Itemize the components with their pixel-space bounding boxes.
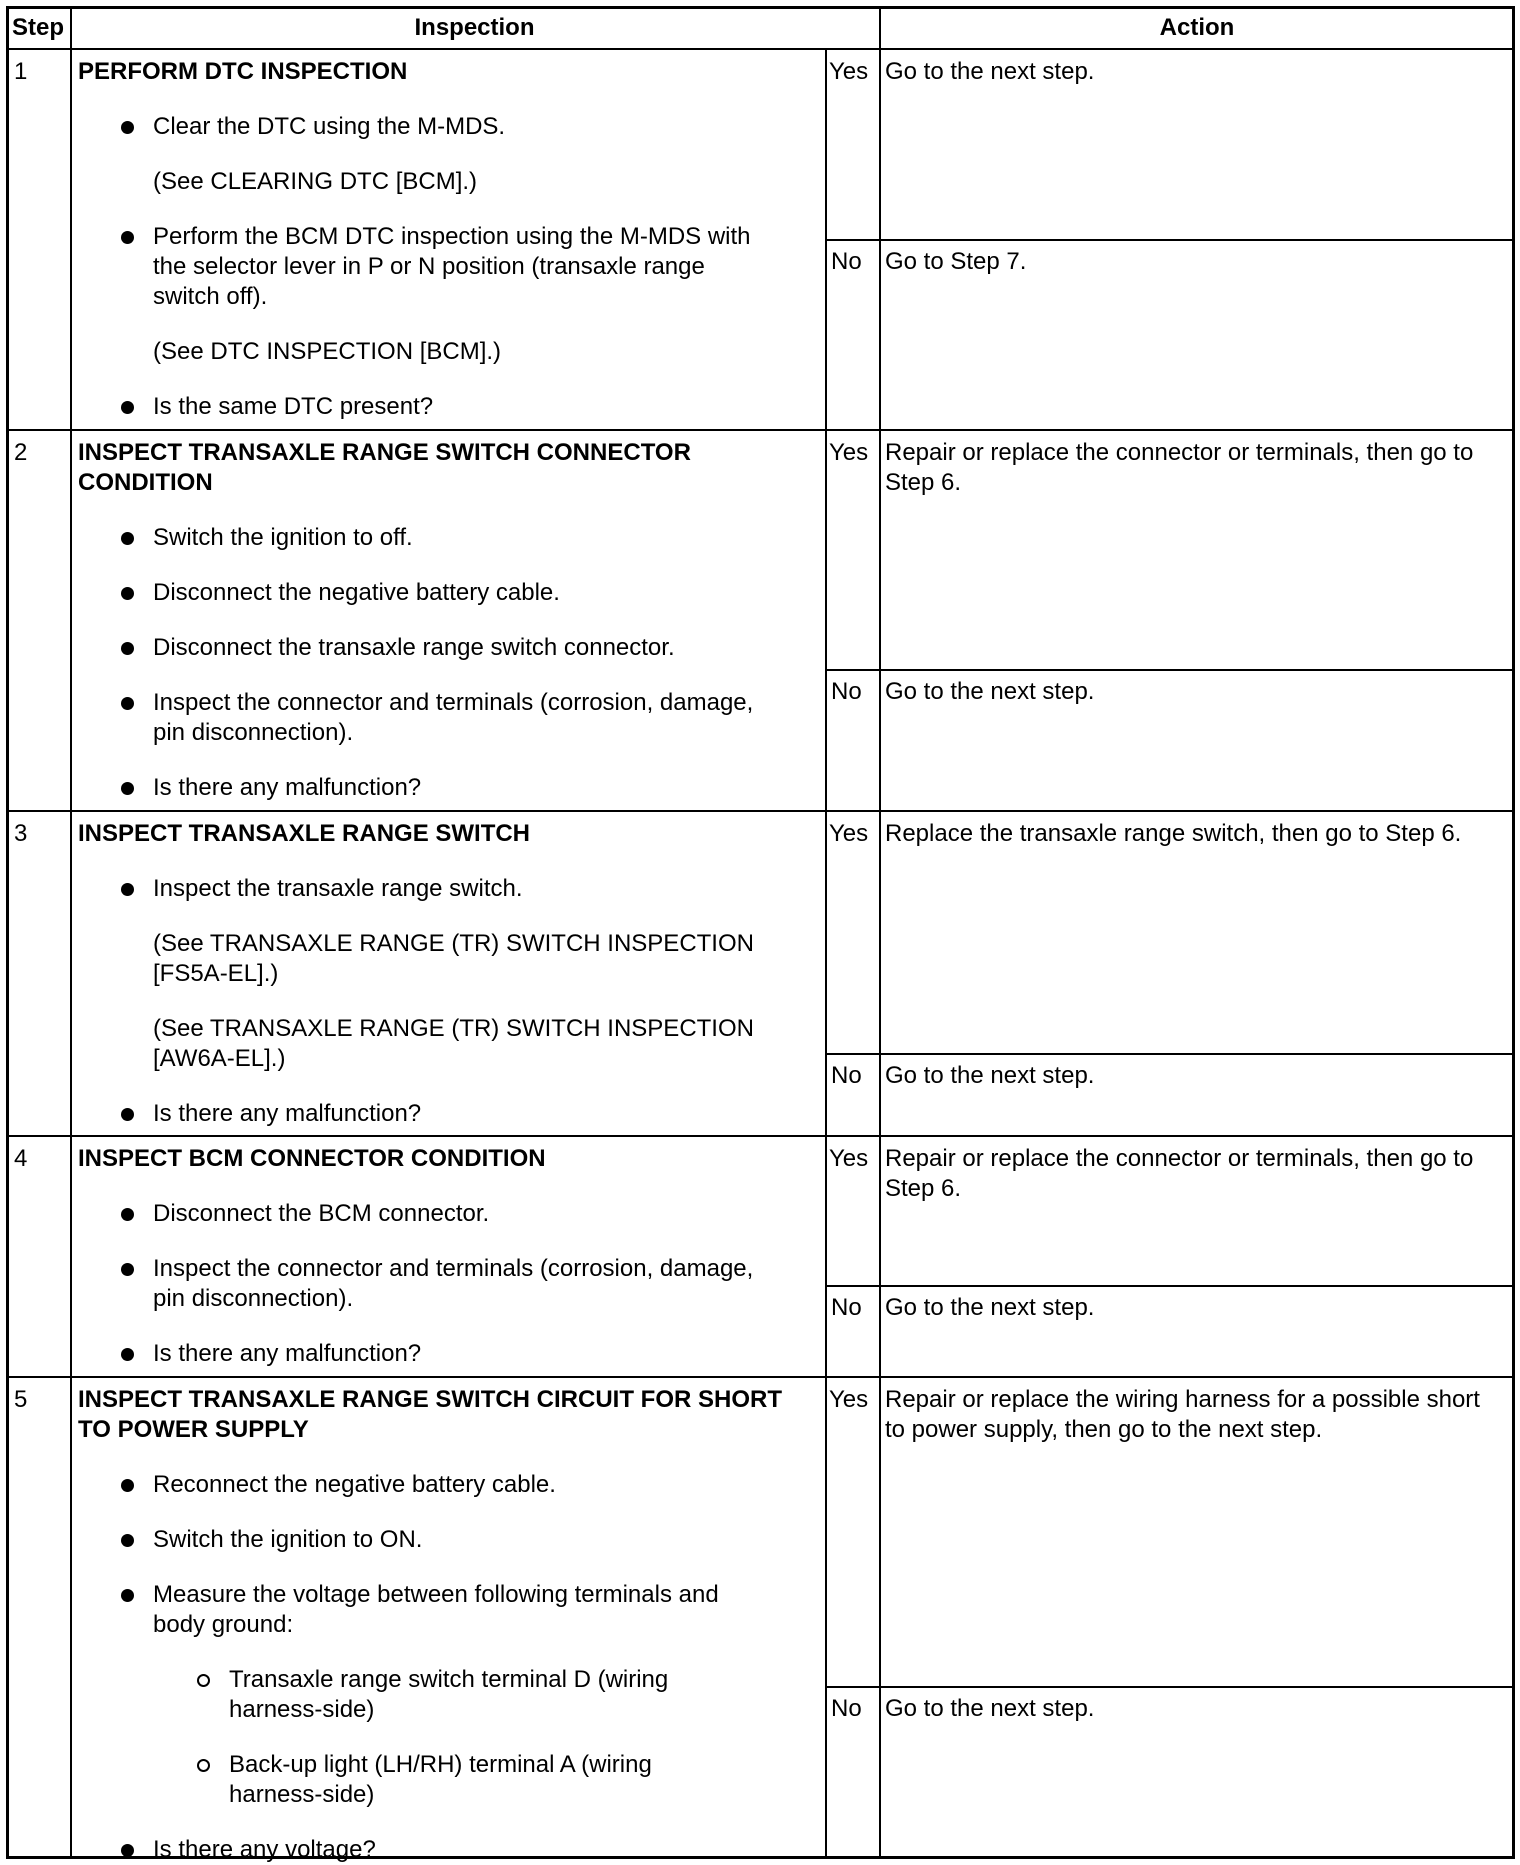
reference-note: (See DTC INSPECTION [BCM].) [153,338,502,365]
bullet-text: Is there any malfunction? [153,774,422,801]
bullet-text: Disconnect the negative battery cable. [153,579,560,606]
column-divider-action [879,6,881,1856]
bullet-icon [121,782,134,795]
yes-no-divider [825,1285,1512,1287]
row-divider [6,810,1515,812]
bullet-text: Switch the ignition to off. [153,524,413,551]
no-action-text: Go to the next step. [885,678,1095,705]
bullet-text: Is there any malfunction? [153,1100,422,1127]
reference-note: (See TRANSAXLE RANGE (TR) SWITCH INSPECTION [153,1015,754,1042]
bullet-icon [121,697,134,710]
sub-item-text: harness-side) [229,1696,375,1723]
yes-label: Yes [829,439,869,466]
step-title: INSPECT TRANSAXLE RANGE SWITCH [78,820,531,847]
bullet-text: Clear the DTC using the M-MDS. [153,113,506,140]
column-divider-yesno [825,810,827,1135]
bullet-icon [121,883,134,896]
sub-item-text: harness-side) [229,1781,375,1808]
bullet-text: switch off). [153,283,268,310]
yes-label: Yes [829,58,869,85]
bullet-icon [121,1208,134,1221]
bullet-icon [121,1844,134,1857]
bullet-icon [121,231,134,244]
sub-item-text: Transaxle range switch terminal D (wiring [229,1666,669,1693]
reference-note: (See CLEARING DTC [BCM].) [153,168,478,195]
yes-no-divider [825,1686,1512,1688]
bullet-text: Switch the ignition to ON. [153,1526,423,1553]
step-number: 5 [14,1386,28,1413]
yes-no-divider [825,1053,1512,1055]
yes-label: Yes [829,1386,869,1413]
step-number: 3 [14,820,28,847]
bullet-icon [121,401,134,414]
no-label: No [831,1294,862,1321]
bullet-icon [121,1479,134,1492]
row-divider [6,429,1515,431]
column-divider-yesno [825,1135,827,1376]
header-action: Action [1159,14,1235,41]
bullet-text: pin disconnection). [153,1285,354,1312]
yes-action-text: Repair or replace the wiring harness for a possible short [885,1386,1480,1413]
bullet-icon [121,642,134,655]
table-border-left [6,6,9,1859]
yes-action-text: Replace the transaxle range switch, then go to Step 6. [885,820,1462,847]
bullet-text: Reconnect the negative battery cable. [153,1471,556,1498]
bullet-text: Inspect the connector and terminals (corrosion, damage, [153,1255,754,1282]
bullet-icon [121,1108,134,1121]
no-action-text: Go to the next step. [885,1062,1095,1089]
yes-no-divider [825,669,1512,671]
bullet-icon [121,532,134,545]
bullet-icon [121,587,134,600]
step-number: 4 [14,1145,28,1172]
reference-note: (See TRANSAXLE RANGE (TR) SWITCH INSPECTION [153,930,754,957]
bullet-text: Perform the BCM DTC inspection using the M-MDS with [153,223,751,250]
table-border-right [1512,6,1515,1859]
bullet-text: Disconnect the BCM connector. [153,1200,490,1227]
no-label: No [831,678,862,705]
bullet-text: body ground: [153,1611,294,1638]
row-divider [6,1135,1515,1137]
sub-bullet-icon [197,1674,210,1687]
bullet-text: the selector lever in P or N position (transaxle range [153,253,705,280]
no-action-text: Go to Step 7. [885,248,1027,275]
step-title: INSPECT BCM CONNECTOR CONDITION [78,1145,546,1172]
bullet-icon [121,121,134,134]
step-number: 1 [14,58,28,85]
yes-action-text: Step 6. [885,1175,962,1202]
bullet-icon [121,1534,134,1547]
table-border-top [6,6,1515,9]
no-label: No [831,1695,862,1722]
step-title: PERFORM DTC INSPECTION [78,58,408,85]
sub-bullet-icon [197,1759,210,1772]
header-inspection: Inspection [414,14,535,41]
column-divider-step [70,6,72,1856]
step-title: INSPECT TRANSAXLE RANGE SWITCH CIRCUIT FOR SHORT [78,1386,783,1413]
step-number: 2 [14,439,28,466]
no-action-text: Go to the next step. [885,1294,1095,1321]
no-label: No [831,248,862,275]
bullet-text: Inspect the transaxle range switch. [153,875,523,902]
no-label: No [831,1062,862,1089]
yes-action-text: Repair or replace the connector or terminals, then go to [885,439,1474,466]
bullet-icon [121,1263,134,1276]
bullet-icon [121,1589,134,1602]
yes-action-text: Step 6. [885,469,962,496]
yes-action-text: to power supply, then go to the next step. [885,1416,1323,1443]
bullet-text: pin disconnection). [153,719,354,746]
bullet-icon [121,1348,134,1361]
sub-item-text: Back-up light (LH/RH) terminal A (wiring [229,1751,652,1778]
yes-no-divider [825,239,1512,241]
header-divider [6,48,1515,50]
bullet-text: Is there any voltage? [153,1836,376,1863]
yes-action-text: Go to the next step. [885,58,1095,85]
bullet-text: Is the same DTC present? [153,393,434,420]
step-title: CONDITION [78,469,213,496]
yes-action-text: Repair or replace the connector or terminals, then go to [885,1145,1474,1172]
header-step: Step [11,14,64,41]
bullet-text: Disconnect the transaxle range switch connector. [153,634,675,661]
no-action-text: Go to the next step. [885,1695,1095,1722]
row-divider [6,1376,1515,1378]
reference-note: [FS5A-EL].) [153,960,279,987]
yes-label: Yes [829,1145,869,1172]
column-divider-yesno [825,1376,827,1856]
bullet-text: Inspect the connector and terminals (corrosion, damage, [153,689,754,716]
step-title: INSPECT TRANSAXLE RANGE SWITCH CONNECTOR [78,439,691,466]
step-title: TO POWER SUPPLY [78,1416,309,1443]
column-divider-yesno [825,429,827,810]
reference-note: [AW6A-EL].) [153,1045,286,1072]
bullet-text: Measure the voltage between following terminals and [153,1581,719,1608]
bullet-text: Is there any malfunction? [153,1340,422,1367]
yes-label: Yes [829,820,869,847]
